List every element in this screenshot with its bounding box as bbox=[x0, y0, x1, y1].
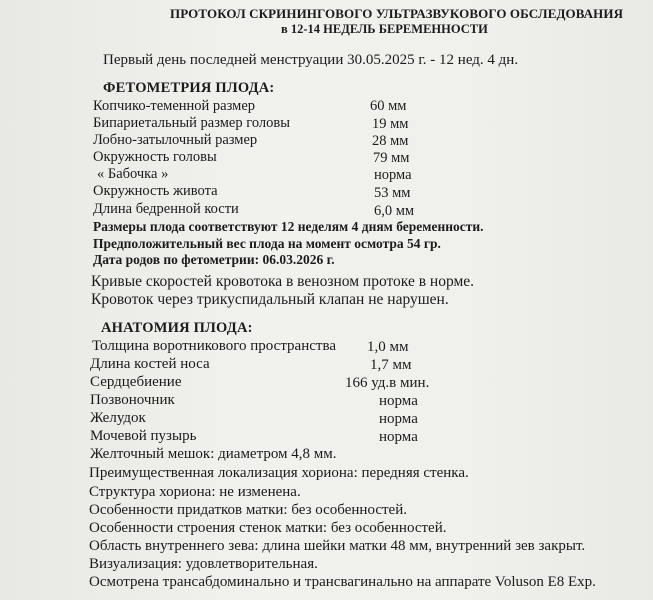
fetometry-value-ofd: 28 мм bbox=[372, 133, 409, 149]
anatomy-label-heartbeat: Сердцебиение bbox=[90, 374, 182, 390]
anatomy-note-visualization: Визуализация: удовлетворительная. bbox=[89, 556, 318, 572]
anatomy-note-yolk-sac: Желточный мешок: диаметром 4,8 мм. bbox=[90, 446, 337, 462]
anatomy-value-spine: норма bbox=[379, 393, 418, 409]
anatomy-note-internal-os: Область внутреннего зева: длина шейки матки 48 мм, внутренний зев закрыт. bbox=[89, 538, 586, 554]
anatomy-value-nt: 1,0 мм bbox=[367, 339, 409, 355]
anatomy-note-equipment: Осмотрена трансабдоминально и трансвагинально на аппарате Voluson E8 Exp. bbox=[89, 574, 596, 590]
fetometry-label-butterfly: « Бабочка » bbox=[97, 166, 169, 182]
anatomy-label-stomach: Желудок bbox=[90, 410, 146, 426]
anatomy-label-bladder: Мочевой пузырь bbox=[90, 428, 197, 444]
flow-note-tricuspid: Кровоток через трикуспидальный клапан не нарушен. bbox=[91, 291, 449, 308]
fetometry-summary-weight: Предположительный вес плода на момент осмотра 54 гр. bbox=[93, 236, 441, 251]
fetometry-value-bpd: 19 мм bbox=[372, 116, 409, 132]
flow-note-ductus-venosus: Кривые скоростей кровотока в венозном протоке в норме. bbox=[91, 273, 475, 290]
fetometry-label-ofd: Лобно-затылочный размер bbox=[93, 132, 258, 148]
anatomy-note-chorion-location: Преимущественная локализация хориона: передняя стенка. bbox=[89, 465, 469, 481]
lmp-line: Первый день последней менструации 30.05.2025 г. - 12 нед. 4 дн. bbox=[103, 52, 519, 68]
anatomy-heading: АНАТОМИЯ ПЛОДА: bbox=[101, 320, 253, 336]
fetometry-label-bpd: Бипариетальный размер головы bbox=[93, 115, 290, 131]
anatomy-label-spine: Позвоночник bbox=[90, 392, 175, 408]
anatomy-note-adnexa: Особенности придатков матки: без особенностей. bbox=[89, 502, 407, 518]
anatomy-note-chorion-structure: Структура хориона: не изменена. bbox=[89, 484, 301, 500]
anatomy-label-nasal-bone: Длина костей носа bbox=[90, 356, 210, 372]
document-subtitle: в 12-14 НЕДЕЛЬ БЕРЕМЕННОСТИ bbox=[281, 22, 488, 36]
fetometry-value-hc: 79 мм bbox=[373, 150, 410, 166]
anatomy-label-nt: Толщина воротникового пространства bbox=[92, 338, 336, 354]
fetometry-summary-gestation: Размеры плода соответствуют 12 неделям 4 дням беременности. bbox=[93, 219, 484, 234]
fetometry-value-crl: 60 мм bbox=[370, 98, 407, 114]
fetometry-value-fl: 6,0 мм bbox=[374, 203, 415, 219]
anatomy-value-heartbeat: 166 уд.в мин. bbox=[345, 375, 430, 391]
fetometry-label-hc: Окружность головы bbox=[93, 149, 217, 165]
anatomy-value-nasal-bone: 1,7 мм bbox=[370, 357, 412, 373]
fetometry-label-fl: Длина бедренной кости bbox=[93, 201, 239, 217]
fetometry-summary-due-date: Дата родов по фетометрии: 06.03.2026 г. bbox=[93, 252, 335, 267]
fetometry-label-crl: Копчико-теменной размер bbox=[93, 98, 256, 114]
anatomy-value-bladder: норма bbox=[379, 429, 418, 445]
document-title: ПРОТОКОЛ СКРИНИНГОВОГО УЛЬТРАЗВУКОВОГО ОБСЛЕДОВАНИЯ bbox=[170, 6, 624, 21]
fetometry-heading: ФЕТОМЕТРИЯ ПЛОДА: bbox=[103, 80, 275, 96]
anatomy-value-stomach: норма bbox=[379, 411, 418, 427]
fetometry-label-ac: Окружность живота bbox=[93, 183, 218, 199]
fetometry-value-ac: 53 мм bbox=[374, 185, 411, 201]
fetometry-value-butterfly: норма bbox=[374, 167, 412, 183]
anatomy-note-uterine-walls: Особенности строения стенок матки: без особенностей. bbox=[89, 520, 447, 536]
